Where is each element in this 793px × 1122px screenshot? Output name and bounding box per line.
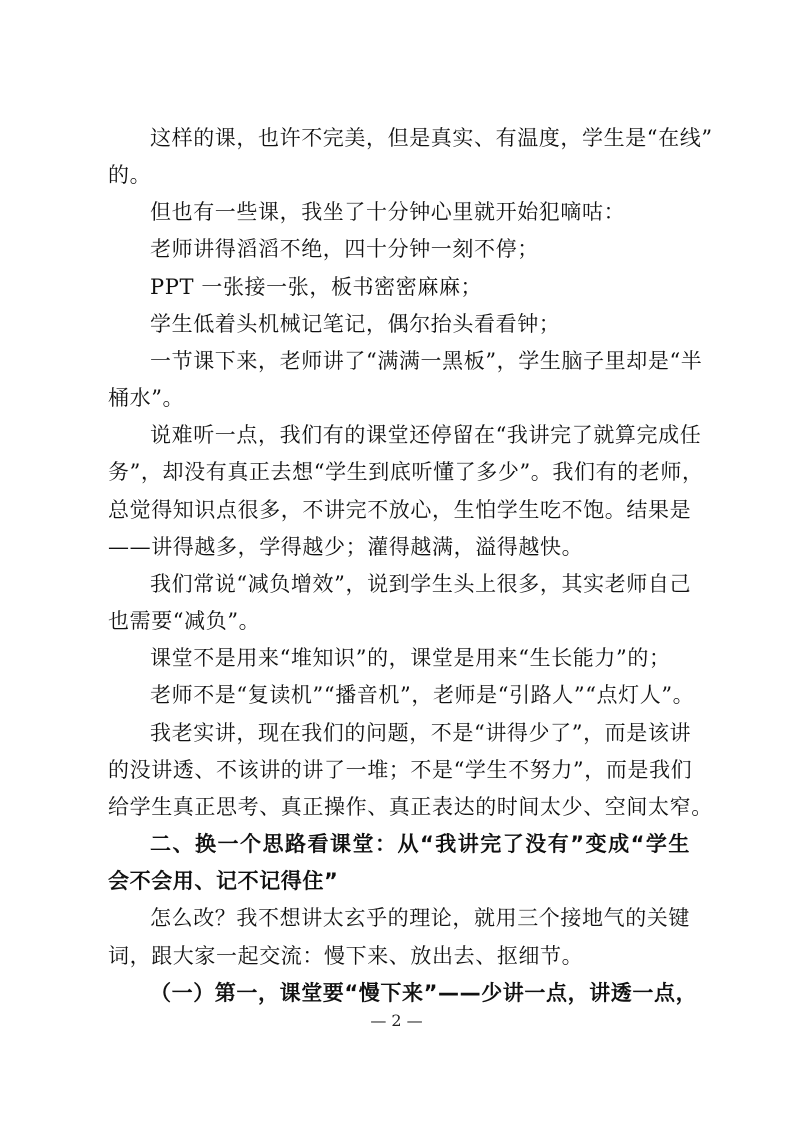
- section-heading: 二、换一个思路看课堂：从“我讲完了没有”变成“学生: [150, 832, 690, 856]
- body-text-line: 的。: [108, 163, 152, 187]
- body-text-line: 总觉得知识点很多，不讲完不放心，生怕学生吃不饱。结果是: [108, 498, 692, 522]
- body-text-line: 桶水”。: [108, 386, 185, 410]
- body-text-line: 说难听一点，我们有的课堂还停留在“我讲完了就算完成任: [150, 423, 702, 447]
- body-text-line: 词，跟大家一起交流：慢下来、放出去、抠细节。: [108, 944, 584, 968]
- body-text-line: 我们常说“减负增效”，说到学生头上很多，其实老师自己: [150, 572, 692, 596]
- body-text-line: 的没讲透、不该讲的讲了一堆；不是“学生不努力”，而是我们: [108, 758, 693, 782]
- body-text-line: 老师讲得滔滔不绝，四十分钟一刻不停；: [150, 237, 539, 261]
- body-text-line: 务”，却没有真正去想“学生到底听懂了多少”。我们有的老师，: [108, 460, 704, 484]
- body-text-line: 课堂不是用来“堆知识”的，课堂是用来“生长能力”的；: [150, 646, 671, 670]
- body-text-line: 一节课下来，老师讲了“满满一黑板”，学生脑子里却是“半: [150, 349, 703, 373]
- page-number: — 2 —: [370, 1011, 423, 1030]
- body-text-line: PPT 一张接一张，板书密密麻麻；: [150, 275, 483, 299]
- body-text-line: 但也有一些课，我坐了十分钟心里就开始犯嘀咕：: [150, 200, 626, 224]
- section-heading: 会不会用、记不记得住”: [108, 869, 339, 893]
- body-text-line: 这样的课，也许不完美，但是真实、有温度，学生是“在线”: [150, 126, 713, 150]
- body-text-line: 我老实讲，现在我们的问题，不是“讲得少了”，而是该讲: [150, 721, 692, 745]
- body-text-line: 老师不是“复读机”“播音机”，老师是“引路人”“点灯人”。: [150, 683, 695, 707]
- body-text-line: 学生低着头机械记笔记，偶尔抬头看看钟；: [150, 312, 561, 336]
- subsection-heading: （一）第一，课堂要“慢下来”——少讲一点，讲透一点，: [150, 981, 698, 1005]
- body-text-line: 怎么改？我不想讲太玄乎的理论，就用三个接地气的关键: [150, 906, 690, 930]
- body-text-line: 也需要“减负”。: [108, 609, 261, 633]
- body-text-line: ——讲得越多，学得越少；灌得越满，溢得越快。: [108, 535, 584, 559]
- body-text-line: 给学生真正思考、真正操作、真正表达的时间太少、空间太窄。: [108, 795, 713, 819]
